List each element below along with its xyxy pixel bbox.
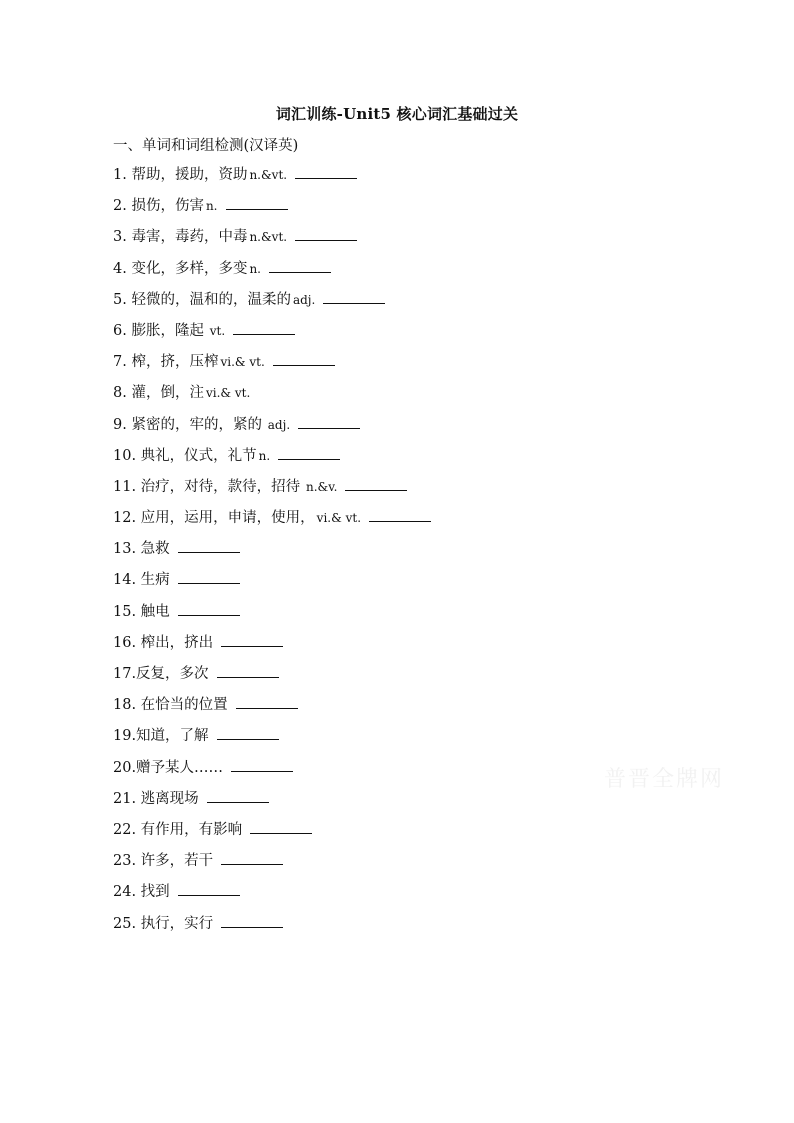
exercise-item [113, 662, 431, 693]
answer-blank[interactable] [221, 632, 283, 647]
answer-blank[interactable] [217, 725, 279, 740]
exercise-item [113, 631, 431, 662]
part-of-speech: n. [258, 448, 271, 463]
exercise-prompt: 2. 损伤，伤害 [113, 198, 204, 215]
answer-blank[interactable] [269, 258, 331, 273]
section-heading: 一、单词和词组检测(汉译英) [113, 138, 299, 154]
answer-blank[interactable] [207, 788, 269, 803]
part-of-speech: vt. [205, 323, 226, 338]
exercise-item [113, 413, 431, 444]
answer-blank[interactable] [221, 850, 283, 865]
watermark: 普晋全牌网 [604, 767, 725, 792]
exercise-prompt: 21. 逃离现场 [113, 790, 199, 807]
exercise-list [113, 163, 431, 943]
part-of-speech: vi.& vt. [205, 386, 251, 401]
part-of-speech: adj. [263, 417, 291, 432]
exercise-item [113, 849, 431, 880]
exercise-prompt: 23. 许多，若干 [113, 853, 214, 870]
exercise-prompt: 24. 找到 [113, 884, 170, 901]
exercise-prompt: 20.赠予某人…… [113, 759, 224, 776]
exercise-item [113, 537, 431, 568]
exercise-item [113, 381, 431, 412]
answer-blank[interactable] [278, 445, 340, 460]
exercise-prompt: 18. 在恰当的位置 [113, 697, 228, 714]
part-of-speech: n.&v. [302, 479, 338, 494]
answer-blank[interactable] [295, 164, 357, 179]
part-of-speech: vi.& vt. [316, 511, 362, 526]
exercise-prompt: 25. 执行，实行 [113, 915, 214, 932]
answer-blank[interactable] [323, 289, 385, 304]
answer-blank[interactable] [273, 351, 335, 366]
answer-blank[interactable] [295, 226, 357, 241]
answer-blank[interactable] [178, 601, 240, 616]
exercise-prompt: 16. 榨出，挤出 [113, 634, 214, 651]
answer-blank[interactable] [236, 694, 298, 709]
answer-blank[interactable] [221, 913, 283, 928]
exercise-item [113, 724, 431, 755]
exercise-prompt: 13. 急救 [113, 541, 170, 558]
exercise-item [113, 568, 431, 599]
exercise-item [113, 818, 431, 849]
part-of-speech: n.&vt. [249, 168, 288, 182]
exercise-item [113, 880, 431, 911]
exercise-item [113, 787, 431, 818]
exercise-item [113, 600, 431, 631]
part-of-speech: n. [249, 261, 261, 276]
exercise-item [113, 163, 431, 194]
part-of-speech: vi.& vt. [220, 355, 265, 370]
page-title: 词汇训练-Unit5 核心词汇基础过关 [275, 105, 519, 123]
answer-blank[interactable] [231, 757, 293, 772]
exercise-prompt: 17.反复，多次 [113, 666, 209, 682]
exercise-prompt: 11. 治疗，对待，款待，招待 [113, 478, 301, 495]
part-of-speech: adj. [292, 292, 316, 307]
answer-blank[interactable] [369, 507, 431, 522]
answer-blank[interactable] [217, 663, 279, 678]
answer-blank[interactable] [345, 476, 407, 491]
answer-blank[interactable] [178, 881, 240, 896]
part-of-speech: n.&vt. [249, 230, 288, 245]
exercise-item [113, 225, 431, 256]
exercise-prompt: 10. 典礼，仪式，礼节 [113, 447, 257, 464]
exercise-item [113, 756, 431, 787]
exercise-item [113, 319, 431, 350]
exercise-item [113, 257, 431, 288]
exercise-item [113, 475, 431, 506]
exercise-prompt: 12. 应用，运用，申请，使用， [113, 510, 315, 527]
answer-blank[interactable] [298, 414, 360, 429]
exercise-item [113, 693, 431, 724]
exercise-item [113, 506, 431, 537]
exercise-prompt: 5. 轻微的，温和的，温柔的 [113, 291, 291, 308]
exercise-prompt: 4. 变化，多样，多变 [113, 260, 248, 277]
answer-blank[interactable] [233, 320, 295, 335]
exercise-prompt: 8. 灌，倒，注 [113, 385, 204, 402]
exercise-prompt: 9. 紧密的，牢的，紧的 [113, 416, 262, 433]
exercise-prompt: 6. 膨胀，隆起 [113, 322, 204, 339]
exercise-prompt: 7. 榨，挤，压榨 [113, 354, 219, 371]
exercise-prompt: 19.知道，了解 [113, 728, 209, 745]
exercise-prompt: 22. 有作用，有影响 [113, 821, 243, 838]
exercise-prompt: 14. 生病 [113, 572, 170, 589]
answer-blank[interactable] [178, 569, 240, 584]
exercise-item [113, 350, 431, 381]
answer-blank[interactable] [178, 538, 240, 553]
answer-blank[interactable] [250, 819, 312, 834]
exercise-item [113, 444, 431, 475]
exercise-prompt: 1. 帮助，援助，资助 [113, 167, 248, 183]
answer-blank[interactable] [226, 195, 288, 210]
part-of-speech: n. [205, 199, 218, 214]
exercise-item [113, 194, 431, 225]
exercise-prompt: 3. 毒害，毒药，中毒 [113, 229, 248, 246]
exercise-prompt: 15. 触电 [113, 603, 170, 620]
exercise-item [113, 912, 431, 943]
exercise-item [113, 288, 431, 319]
